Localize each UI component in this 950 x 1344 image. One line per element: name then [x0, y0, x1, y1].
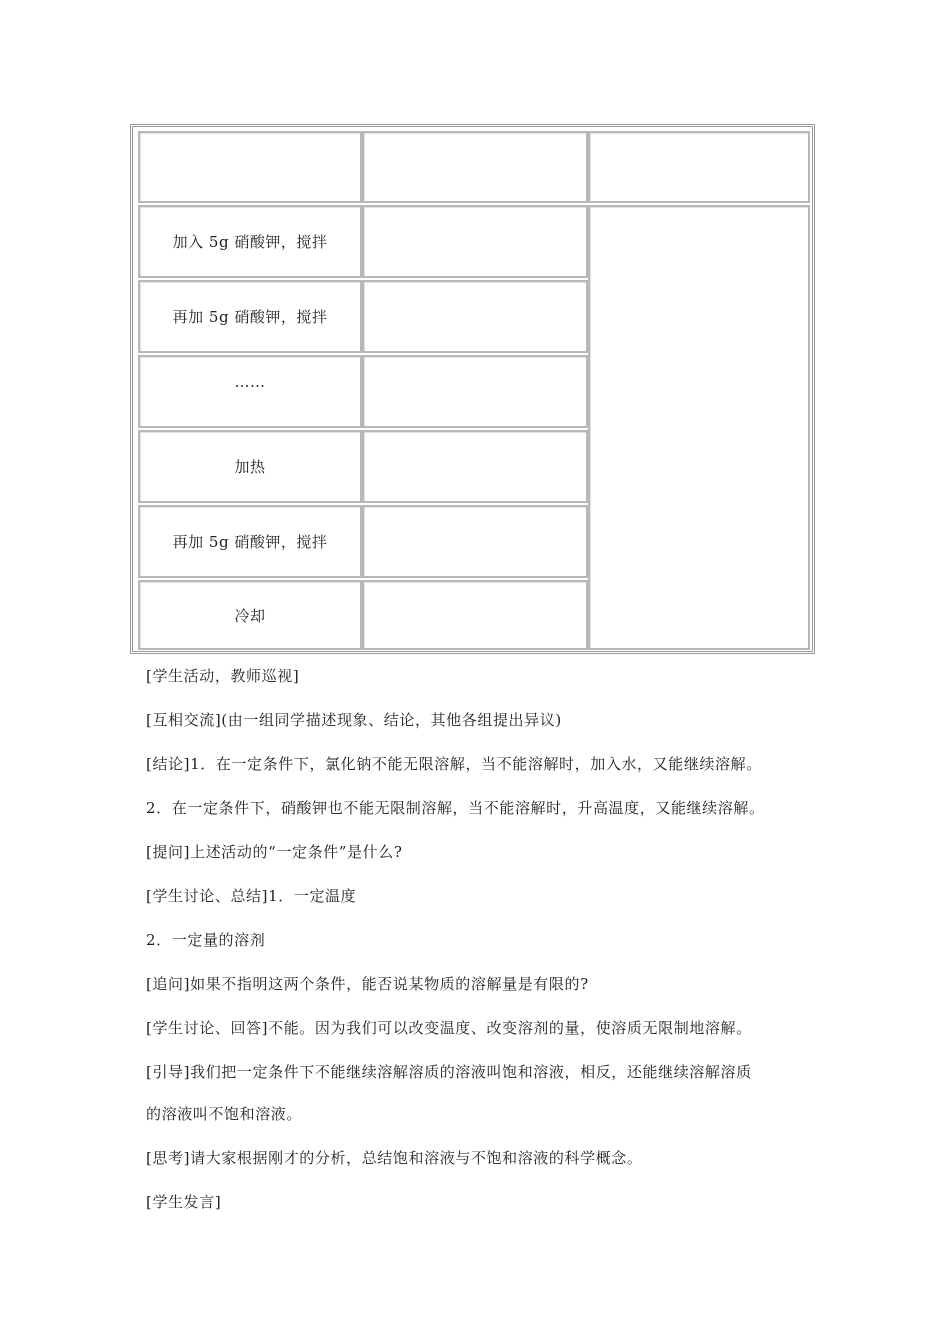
paragraph-question: [提问]上述活动的“一定条件”是什么?: [146, 843, 403, 861]
paragraph-summary-2: 2．一定量的溶剂: [146, 931, 266, 949]
paragraph-follow-up-question: [追问]如果不指明这两个条件，能否说某物质的溶解量是有限的?: [146, 975, 589, 993]
paragraph-conclusion-1: [结论]1．在一定条件下，氯化钠不能无限溶解，当不能溶解时，加入水，又能继续溶解。: [146, 755, 762, 773]
table-conclusion-cell: [588, 205, 810, 650]
paragraph-think: [思考]请大家根据刚才的分析，总结饱和溶液与不饱和溶液的科学概念。: [146, 1149, 643, 1167]
table-step-cell: ……: [138, 355, 362, 428]
table-step-cell: 加入 5g 硝酸钾，搅拌: [138, 205, 362, 278]
paragraph-conclusion-2: 2．在一定条件下，硝酸钾也不能无限制溶解，当不能溶解时，升高温度，又能继续溶解。: [146, 799, 765, 817]
table-observation-cell: [362, 580, 588, 650]
paragraph-discussion-answer: [学生讨论、回答]不能。因为我们可以改变温度、改变溶剂的量，使溶质无限制地溶解。: [146, 1019, 752, 1037]
table-step-cell: 冷却: [138, 580, 362, 650]
table-step-cell: 再加 5g 硝酸钾，搅拌: [138, 505, 362, 578]
table-observation-cell: [362, 505, 588, 578]
paragraph-student-activity: [学生活动，教师巡视]: [146, 667, 300, 685]
table-header-cell: [362, 131, 588, 203]
paragraph-student-speech: [学生发言]: [146, 1193, 222, 1211]
table-header-cell: [138, 131, 362, 203]
experiment-table: [130, 124, 815, 654]
table-observation-cell: [362, 280, 588, 353]
paragraph-guidance-line-2: 的溶液叫不饱和溶液。: [146, 1105, 303, 1123]
table-observation-cell: [362, 205, 588, 278]
table-observation-cell: [362, 430, 588, 503]
table-observation-cell: [362, 355, 588, 428]
table-header-cell: [588, 131, 810, 203]
paragraph-guidance-line-1: [引导]我们把一定条件下不能继续溶解溶质的溶液叫饱和溶液，相反，还能继续溶解溶质: [146, 1063, 752, 1081]
table-step-cell: 加热: [138, 430, 362, 503]
paragraph-exchange: [互相交流](由一组同学描述现象、结论，其他各组提出异议): [146, 711, 562, 729]
table-step-cell: 再加 5g 硝酸钾，搅拌: [138, 280, 362, 353]
paragraph-summary-1: [学生讨论、总结]1．一定温度: [146, 887, 357, 905]
